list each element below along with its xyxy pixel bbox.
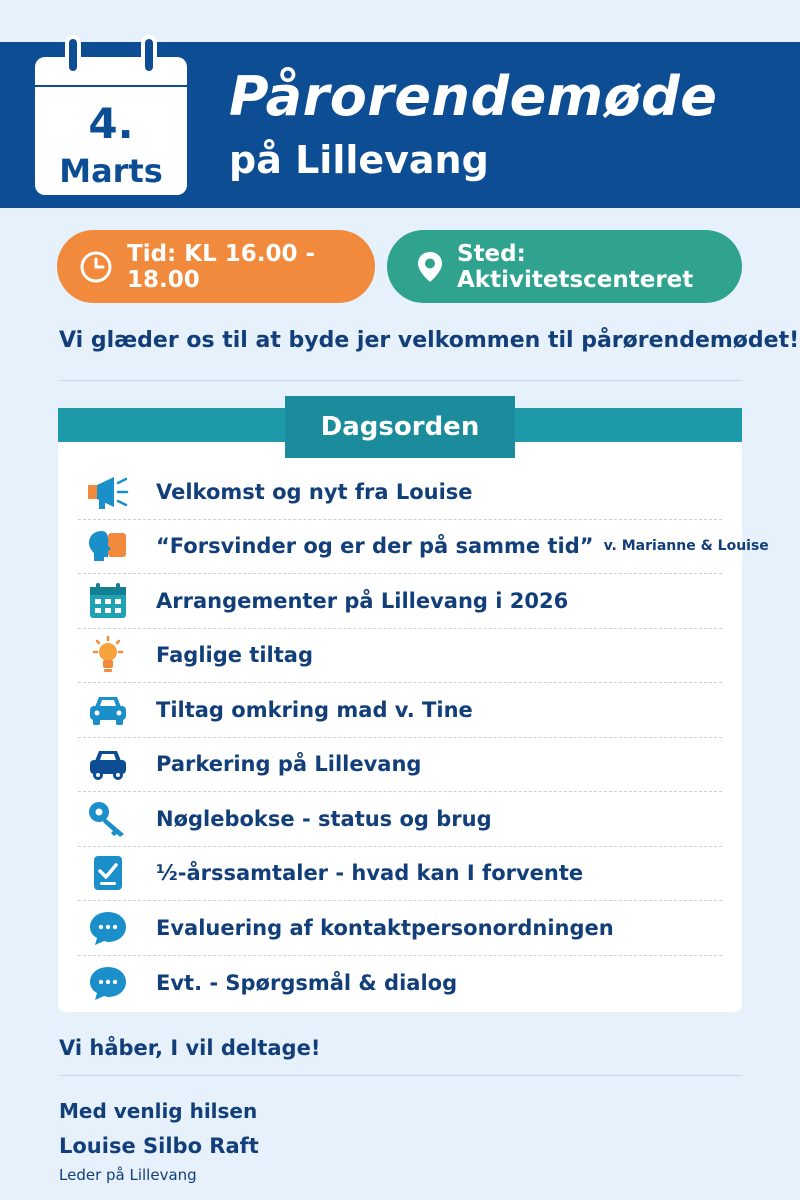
list-item [78, 901, 722, 956]
agenda-item-text: Evt. - Spørgsmål & dialog [156, 970, 458, 995]
agenda-item-subtext: v. Marianne & Louise [603, 538, 769, 555]
calendar-month: Marts [59, 152, 163, 190]
page-subtitle: på Lillevang [229, 138, 489, 182]
agenda-list [58, 465, 769, 1010]
list-item [78, 683, 722, 738]
place-label: Sted: Aktivitetscenteret [457, 240, 694, 293]
signature-greeting: Med venlig hilsen [59, 1099, 258, 1123]
car-icon [86, 691, 130, 729]
calendar-top [35, 57, 187, 87]
speech-head-icon [86, 527, 130, 565]
place-badge [387, 230, 742, 303]
welcome-text: Vi glæder os til at byde jer velkommen til pårørendemødet! [59, 328, 800, 353]
list-item [78, 629, 722, 684]
clock-icon [79, 250, 113, 284]
agenda-item-text: “Forsvinder og er der på samme tid” [156, 534, 594, 559]
list-item [78, 847, 722, 902]
page-title: Pårorendemøde [229, 65, 718, 128]
calendar-day: 4. [88, 99, 134, 148]
divider [59, 380, 742, 381]
agenda-item-text: Evaluering af kontaktpersonordningen [156, 915, 614, 940]
agenda-card [58, 408, 769, 1012]
list-item [78, 792, 722, 847]
agenda-item-text: Faglige tiltag [156, 643, 313, 668]
closing-text: Vi håber, I vil deltage! [59, 1036, 321, 1060]
checklist-icon [86, 854, 130, 892]
calendar-icon [35, 57, 187, 195]
divider [59, 1075, 742, 1076]
chat-bubble-icon [86, 964, 130, 1002]
agenda-item-text: Tiltag omkring mad v. Tine [156, 697, 473, 722]
calendar-ring-right [141, 35, 157, 75]
location-pin-icon [413, 250, 447, 284]
agenda-heading: Dagsorden [285, 396, 515, 458]
agenda-item-text: Parkering på Lillevang [156, 752, 422, 777]
agenda-item-text: Arrangementer på Lillevang i 2026 [156, 588, 569, 613]
calendar-icon [86, 582, 130, 620]
list-item [78, 738, 722, 793]
signature-role: Leder på Lillevang [59, 1166, 197, 1184]
chat-bubble-icon [86, 909, 130, 947]
time-badge [57, 230, 375, 303]
calendar-ring-left [65, 35, 81, 75]
time-label: Tid: KL 16.00 - 18.00 [127, 240, 316, 293]
agenda-item-text: ½-årssamtaler - hvad kan I forvente [156, 861, 584, 886]
lightbulb-icon [86, 636, 130, 674]
list-item [78, 520, 769, 575]
agenda-item-text: Nøglebokse - status og brug [156, 806, 492, 831]
list-item [78, 956, 722, 1011]
signature-name: Louise Silbo Raft [59, 1134, 259, 1158]
list-item [78, 465, 722, 520]
car-icon [86, 745, 130, 783]
key-icon [86, 800, 130, 838]
list-item [78, 574, 722, 629]
agenda-item-text: Velkomst og nyt fra Louise [156, 479, 473, 504]
megaphone-icon [86, 473, 130, 511]
